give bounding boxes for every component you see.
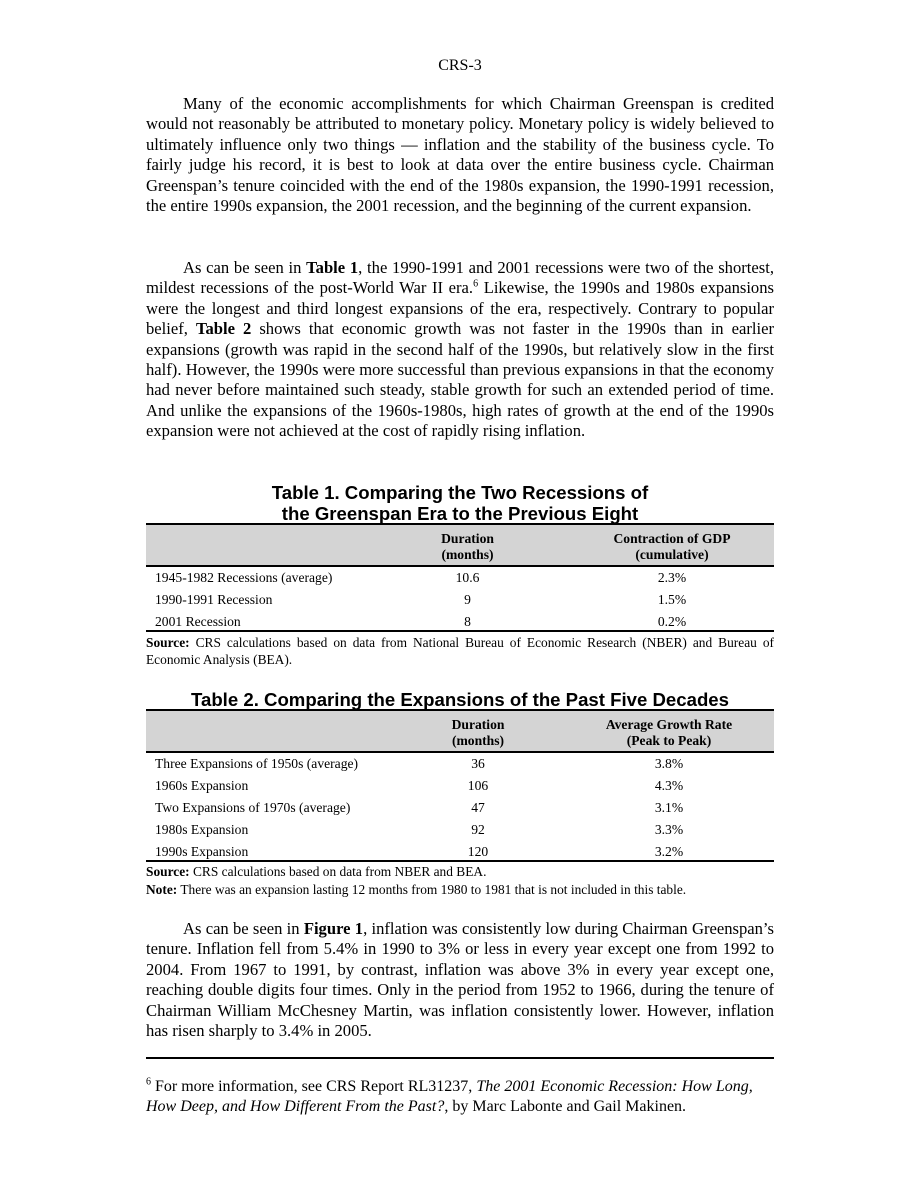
note-text: There was an expansion lasting 12 months from 1980 to 1981 that is not included in this table.	[177, 882, 687, 897]
table-2-source	[146, 863, 774, 880]
row-value: 0.2%	[570, 611, 774, 631]
row-label: 1945-1982 Recessions (average)	[155, 570, 333, 585]
row-label: 1990s Expansion	[146, 841, 392, 861]
row-label: 1980s Expansion	[155, 822, 249, 837]
table-row	[146, 611, 774, 631]
footnote-divider	[146, 1057, 774, 1059]
paragraph-3-text-b: , inflation was consistently low during Chairman Greenspan’s tenure. Inflation fell from 5.4% in 1990 to 3% or less in every year except one from 1992 to 2004. From 1967 to 1991, by contrast, inflation was above 3% in every year except one, reaching double digits four times. Only in the period from 1952 to 1966, during the tenure of Chairman William McChesney Martin, was inflation consistently lower. However, inflation has risen sharply to 3.4% in 2005.	[146, 919, 774, 1041]
table-2-note	[146, 881, 774, 898]
source-label: Source:	[146, 635, 190, 650]
table-2-col-growth	[564, 710, 774, 752]
paragraph-2-text-a: As can be seen in	[183, 258, 307, 277]
table-row	[146, 589, 774, 611]
row-duration: 10.6	[455, 570, 480, 585]
table-1-col-contraction	[570, 524, 774, 566]
row-value: 2.3%	[657, 570, 687, 585]
note-label: Note:	[146, 882, 178, 897]
header-subtext: (months)	[451, 733, 505, 748]
table-1-source	[146, 634, 774, 668]
table-1-title-line-1: Table 1. Comparing the Two Recessions of	[271, 482, 649, 503]
paragraph-2	[146, 258, 774, 442]
row-value: 3.8%	[654, 756, 684, 771]
row-label: Three Expansions of 1950s (average)	[155, 756, 359, 771]
table-1-col-duration	[365, 524, 570, 566]
figure-1-reference: Figure 1	[303, 919, 364, 938]
row-label: 1960s Expansion	[155, 778, 249, 793]
footnote-text-b: , by Marc Labonte and Gail Makinen.	[444, 1098, 687, 1115]
row-label: 1990-1991 Recession	[155, 592, 273, 607]
row-duration: 106	[467, 778, 489, 793]
paragraph-3-text-a: As can be seen in	[183, 919, 304, 938]
row-value: 3.3%	[654, 822, 684, 837]
row-duration: 36	[471, 756, 485, 771]
table-2-header-row	[146, 710, 774, 752]
header-text: Duration	[451, 717, 505, 732]
paragraph-1: Many of the economic accomplishments for which Chairman Greenspan is credited would not reasonably be attributed to monetary policy. Monetary policy is widely believed to ultimately influence only two things — inflation and the stability of the business cycle. To fairly judge his record, it is best to look at data over the entire business cycle. Chairman Greenspan’s tenure coincided with the end of the 1980s expansion, the 1990-1991 recession, the entire 1990s expansion, the 2001 recession, and the beginning of the current expansion.	[146, 94, 774, 216]
table-1-title-line-2: the Greenspan Era to the Previous Eight	[281, 503, 639, 524]
footnote-report-title: The 2001 Economic Recession: How Long, How Deep, and How Different From the Past?	[146, 1078, 753, 1115]
footnote-text-a: For more information, see CRS Report RL31237,	[151, 1078, 477, 1095]
row-label: Two Expansions of 1970s (average)	[155, 800, 351, 815]
row-duration: 92	[471, 822, 485, 837]
table-2-reference: Table 2	[195, 319, 252, 339]
header-text: Duration	[441, 531, 494, 546]
row-label: 2001 Recession	[146, 611, 365, 631]
table-row	[146, 841, 774, 861]
header-text: Contraction of GDP	[613, 531, 731, 546]
table-row	[146, 752, 774, 775]
row-value: 3.2%	[564, 841, 774, 861]
row-value: 1.5%	[657, 592, 687, 607]
header-subtext: (Peak to Peak)	[626, 733, 712, 748]
footnote-number: 6	[146, 1076, 151, 1088]
footnote	[146, 1077, 774, 1117]
table-row	[146, 819, 774, 841]
row-value: 3.1%	[654, 800, 684, 815]
table-row	[146, 775, 774, 797]
table-2-col-duration	[392, 710, 564, 752]
paragraph-3	[146, 919, 774, 1041]
table-1-reference: Table 1	[306, 258, 359, 277]
paragraph-2-text-c: Likewise, the 1990s and 1980s expansions were the longest and third longest expansions of the era, respectively. Contrary to popular belief,	[146, 278, 774, 339]
table-1-header-blank	[146, 524, 365, 566]
table-2-header-blank	[146, 710, 392, 752]
header-text: Average Growth Rate	[605, 717, 733, 732]
table-1-title	[146, 482, 774, 524]
table-2-title: Table 2. Comparing the Expansions of the Past Five Decades	[191, 689, 729, 710]
source-label: Source:	[146, 864, 190, 879]
source-text: CRS calculations based on data from NBER and BEA.	[189, 864, 487, 879]
row-duration: 47	[471, 800, 485, 815]
header-subtext: (cumulative)	[635, 547, 709, 562]
row-duration: 9	[464, 592, 471, 607]
row-value: 4.3%	[654, 778, 684, 793]
row-duration: 8	[365, 611, 570, 631]
table-1	[146, 523, 774, 632]
table-1-header-row	[146, 524, 774, 566]
table-row	[146, 566, 774, 589]
header-subtext: (months)	[441, 547, 494, 562]
footnote-marker: 6	[473, 278, 479, 290]
paragraph-2-text-b: , the 1990-1991 and 2001 recessions were two of the shortest, mildest recessions of the post-World War II era.	[146, 258, 774, 298]
table-2	[146, 709, 774, 862]
page-header: CRS-3	[438, 57, 482, 74]
table-row	[146, 797, 774, 819]
source-text: CRS calculations based on data from National Bureau of Economic Research (NBER) and Bureau of Economic Analysis (BEA).	[146, 635, 774, 667]
paragraph-2-text-d: shows that economic growth was not faster in the 1990s than in earlier expansions (growth was rapid in the second half of the 1990s, but relatively slow in the first half). However, the 1990s were more successful than previous expansions in that the economy had never before maintained such steady, stable growth for such an extended period of time. And unlike the expansions of the 1960s-1980s, high rates of growth at the end of the 1990s expansion were not achieved at the cost of rapidly rising inflation.	[146, 319, 774, 441]
row-duration: 120	[392, 841, 564, 861]
